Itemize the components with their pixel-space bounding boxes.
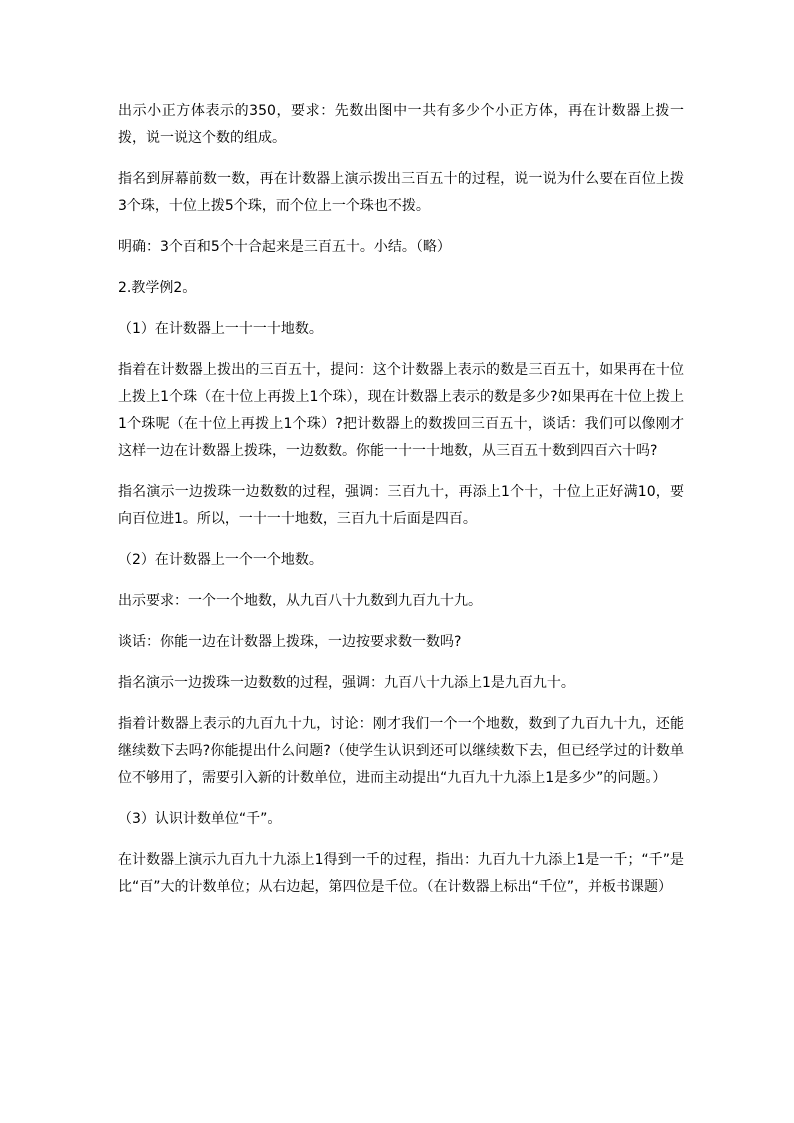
paragraph-5: 指名演示一边拨珠一边数数的过程，强调：三百九十，再添上1个十，十位上正好满10，要向百位进1。所以，一十一十地数，三百九十后面是四百。 [118,484,684,527]
document-page [118,98,684,915]
section-heading-example-2: 2.教学例2。 [118,280,197,296]
paragraph-1: 出示小正方体表示的350，要求：先数出图中一共有多少个小正方体，再在计数器上拨一拨，说一说这个数的组成。 [118,103,684,146]
paragraph-3: 明确：3个百和5个十合起来是三百五十。小结。（略） [118,239,451,255]
paragraph-6: 出示要求：一个一个地数，从九百八十九数到九百九十九。 [118,593,482,609]
paragraph-10: 在计数器上演示九百九十九添上1得到一千的过程，指出：九百九十九添上1是一千；“千”是比“百”大的计数单位；从右边起，第四位是千位。（在计数器上标出“千位”，并板书课题） [118,852,684,895]
paragraph-7: 谈话：你能一边在计数器上拨珠，一边按要求数一数吗? [118,634,462,650]
subheading-1: （1）在计数器上一十一十地数。 [118,321,323,337]
paragraph-9: 指着计数器上表示的九百九十九，讨论：刚才我们一个一个地数，数到了九百九十九，还能继续数下去吗?你能提出什么问题?（使学生认识到还可以继续数下去，但已经学过的计数单位不够用了，需要引入新的计数单位，进而主动提出“九百九十九添上1是多少”的问题。） [118,716,684,786]
paragraph-8: 指名演示一边拨珠一边数数的过程，强调：九百八十九添上1是九百九十。 [118,675,575,691]
paragraph-4: 指着在计数器上拨出的三百五十，提问：这个计数器上表示的数是三百五十，如果再在十位上拨上1个珠（在十位上再拨上1个珠），现在计数器上表示的数是多少?如果再在十位上拨上1个珠呢（在十位上再拨上1个珠）?把计数器上的数拨回三百五十，谈话：我们可以像刚才这样一边在计数器上拨珠，一边数数。你能一十一十地数，从三百五十数到四百六十吗? [118,362,684,459]
subheading-2: （2）在计数器上一个一个地数。 [118,552,323,568]
subheading-3: （3）认识计数单位“千”。 [118,811,282,827]
paragraph-2: 指名到屏幕前数一数，再在计数器上演示拨出三百五十的过程，说一说为什么要在百位上拨3个珠，十位上拨5个珠，而个位上一个珠也不拨。 [118,171,684,214]
